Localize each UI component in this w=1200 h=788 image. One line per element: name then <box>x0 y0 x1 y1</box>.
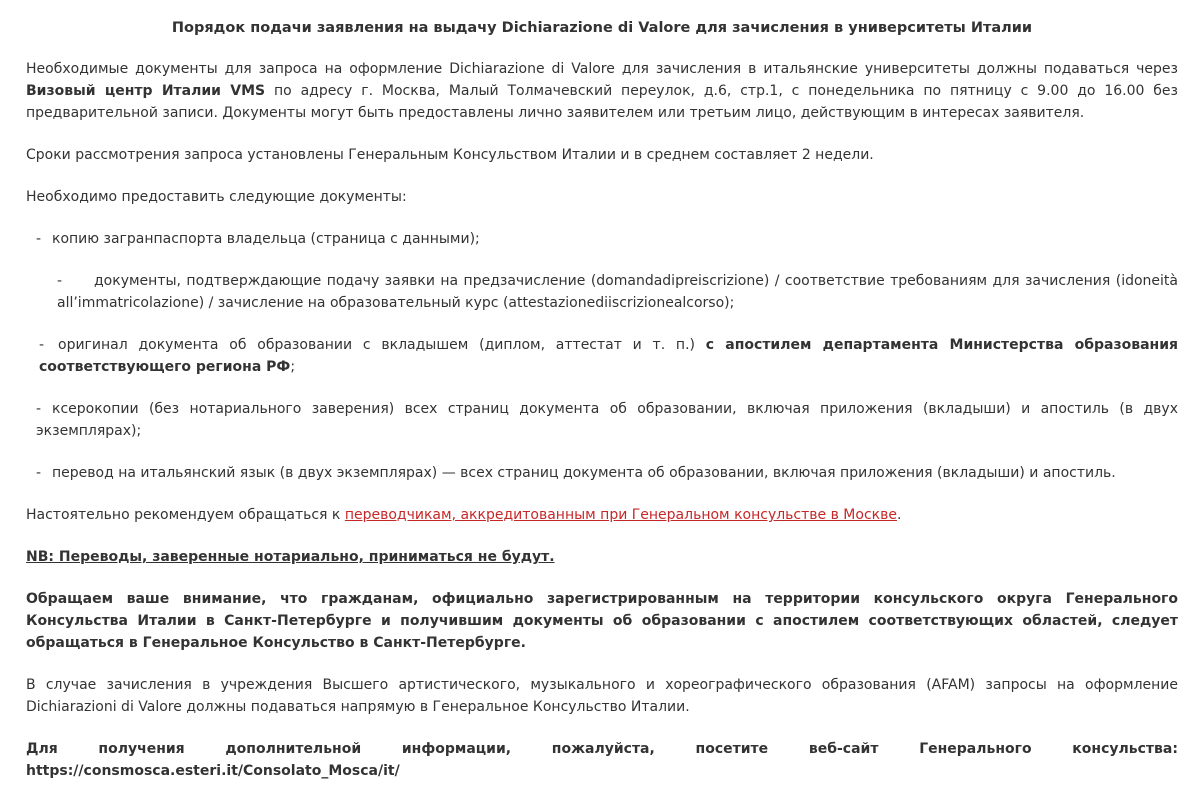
list-item-text-end: ; <box>290 359 296 375</box>
dash-marker: - <box>39 337 45 353</box>
list-item <box>26 334 1178 378</box>
more-info-line <box>26 738 1178 760</box>
more-info-word: пожалуйста, <box>551 741 655 757</box>
list-item-bold: с апостилем департамента Министерства образования соответствующего региона РФ <box>39 337 1178 375</box>
more-info-word: дополнительной <box>225 741 362 757</box>
list-item <box>26 228 1178 250</box>
more-info-word: информации, <box>401 741 512 757</box>
recommend-paragraph <box>26 504 1178 526</box>
terms-paragraph: Сроки рассмотрения запроса установлены Генеральным Консульством Италии и в среднем составляет 2 недели. <box>26 147 874 163</box>
list-item <box>26 270 1178 314</box>
more-info-word: консульства: <box>1072 741 1178 757</box>
accredited-translators-link[interactable]: переводчикам, аккредитованным при Генеральном консульстве в Москве <box>344 507 897 523</box>
dash-marker: - <box>36 401 42 417</box>
consulate-url: https://consmosca.esteri.it/Consolato_Mosca/it/ <box>26 763 400 779</box>
list-item-text: документы, подтверждающие подачу заявки на предзачисление (domandadipreiscrizione) / соответствие требованиям для зачисления (idoneità all’immatricolazione) / зачисление на образовательный курс (attestazionediiscrizionealcorso); <box>57 273 1178 311</box>
list-item <box>26 462 1178 484</box>
docs-intro: Необходимо предоставить следующие документы: <box>26 189 407 205</box>
list-item-text: копию загранпаспорта владельца (страница с данными); <box>52 231 480 247</box>
nb-notice: NB: Переводы, заверенные нотариально, приниматься не будут. <box>26 549 555 565</box>
more-info-word: посетите <box>695 741 769 757</box>
intro-text-1: Необходимые документы для запроса на оформление Dichiarazione di Valore для зачисления в итальянские университеты должны подаваться через <box>26 61 1178 77</box>
more-info-paragraph <box>26 738 1178 782</box>
intro-text-2: по адресу г. Москва, Малый Толмачевский переулок, д.6, стр.1, с понедельника по пятницу с 9.00 до 16.00 без предварительной записи. Документы могут быть предоставлены лично заявителем или третьим лицо, действующим в интересах заявителя. <box>26 83 1178 121</box>
recommend-text: Настоятельно рекомендуем обращаться к <box>26 507 345 523</box>
dash-marker: - <box>36 231 42 247</box>
list-item-text: перевод на итальянский язык (в двух экземплярах) — всех страниц документа об образовании, включая приложения (вкладыши) и апостиль. <box>52 465 1116 481</box>
afam-paragraph: В случае зачисления в учреждения Высшего артистического, музыкального и хореографического образования (AFAM) запросы на оформление Dichiarazioni di Valore должны подаваться напрямую в Генеральное Консульство Италии. <box>26 677 1178 715</box>
intro-paragraph <box>26 58 1178 124</box>
more-info-word: Для <box>26 741 58 757</box>
list-item <box>26 398 1178 442</box>
page-title: Порядок подачи заявления на выдачу Dichiarazione di Valore для зачисления в университеты Италии <box>171 20 1033 36</box>
recommend-text-end: . <box>896 507 902 523</box>
attention-paragraph: Обращаем ваше внимание, что гражданам, официально зарегистрированным на территории консульского округа Генерального Консульства Италии в Санкт-Петербурге и получившим документы об образовании с апостилем соответствующих областей, следует обращаться в Генеральное Консульство в Санкт-Петербурге. <box>26 591 1178 651</box>
dash-marker: - <box>57 273 63 289</box>
more-info-word: получения <box>98 741 185 757</box>
list-item-text: ксерокопии (без нотариального заверения) всех страниц документа об образовании, включая приложения (вкладыши) и апостиль (в двух экземплярах); <box>36 401 1178 439</box>
visa-center-name: Визовый центр Италии VMS <box>26 83 266 99</box>
list-item-text: оригинал документа об образовании с вкладышем (диплом, аттестат и т. п.) <box>58 337 706 353</box>
more-info-word: Генерального <box>919 741 1032 757</box>
dash-marker: - <box>36 465 42 481</box>
more-info-word: веб-сайт <box>808 741 879 757</box>
